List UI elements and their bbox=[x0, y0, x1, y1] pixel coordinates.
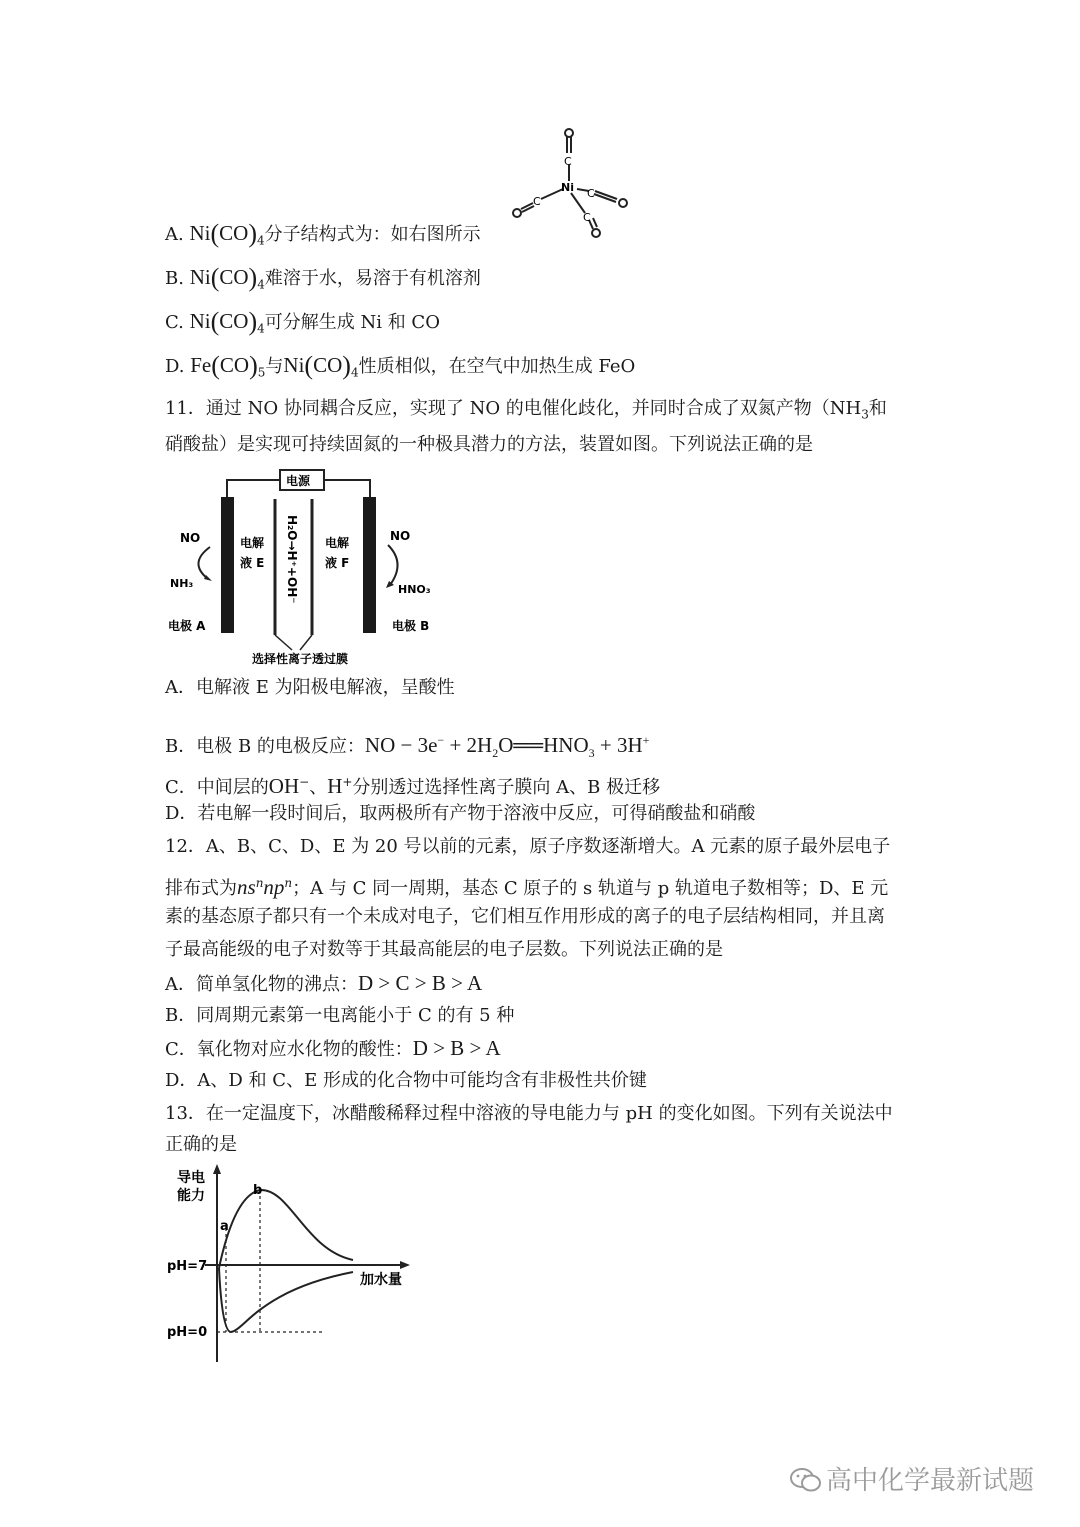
structure-ni: Ni bbox=[561, 181, 574, 194]
y-axis-label-2: 能力 bbox=[177, 1188, 205, 1204]
structure-c-bottom: C bbox=[583, 211, 591, 224]
ph7-label: pH=7 bbox=[167, 1259, 208, 1274]
conductivity-ph-graph bbox=[165, 1160, 425, 1365]
y-axis-label-1: 导电 bbox=[177, 1170, 205, 1186]
left-in-label: NO bbox=[180, 531, 201, 545]
electrolyte-f-line2: 液 F bbox=[325, 556, 350, 570]
q12-option-a: A．简单氢化物的沸点：D > C > B > A bbox=[165, 971, 483, 995]
q11-b-equation: NO − $3e^- + 2H_2O══HNO_3 + 3H^+$ bbox=[364, 733, 650, 761]
ni-co4-structure bbox=[505, 125, 640, 245]
watermark: 高中化学最新试题 bbox=[790, 1460, 1034, 1497]
q11-stem-line2: 硝酸盐）是实现可持续固氮的一种极具潜力的方法，装置如图。下列说法正确的是 bbox=[165, 434, 813, 455]
x-axis-label: 加水量 bbox=[360, 1272, 402, 1288]
conductivity-curve bbox=[219, 1190, 353, 1268]
ph-curve bbox=[219, 1268, 353, 1332]
left-out-label: NH₃ bbox=[170, 577, 194, 590]
q12-stem-line3: 素的基态原子都只有一个未成对电子，它们相互作用形成的离子的电子层结构相同，并且离 bbox=[165, 906, 885, 927]
electrolyte-e-line2: 液 E bbox=[240, 556, 265, 570]
q11-option-d: D．若电解一段时间后，取两极所有产物于溶液中反应，可得硝酸盐和硝酸 bbox=[165, 803, 756, 824]
q12-option-d: D．A、D 和 C、E 形成的化合物中可能均含有非极性共价键 bbox=[165, 1070, 647, 1091]
power-label: 电源 bbox=[286, 474, 311, 488]
electrode-a-label: 电极 A bbox=[168, 619, 206, 633]
ph0-label: pH=0 bbox=[167, 1325, 208, 1340]
q12-option-b: B．同周期元素第一电离能小于 C 的有 5 种 bbox=[165, 1005, 515, 1026]
structure-c-left: C bbox=[533, 195, 541, 208]
q11-option-a: A．电解液 E 为阳极电解液，呈酸性 bbox=[165, 677, 455, 698]
q13-stem-line1: 13．在一定温度下，冰醋酸稀释过程中溶液的导电能力与 pH 的变化如图。下列有关说法中 bbox=[165, 1103, 893, 1124]
electrode-b bbox=[363, 497, 376, 633]
q10-option-a: A. $Ni(CO)_4$分子结构式为：如右图所示 bbox=[165, 219, 481, 248]
point-a-label: a bbox=[220, 1219, 229, 1234]
structure-c-top: C bbox=[564, 155, 572, 168]
electrode-b-label: 电极 B bbox=[392, 619, 430, 633]
q10-option-d: D. $Fe(CO)_5$与$Ni(CO)_4$性质相似，在空气中加热生成 FeO bbox=[165, 351, 636, 380]
membrane-label: 选择性离子透过膜 bbox=[252, 652, 349, 666]
structure-c-right: C bbox=[587, 187, 595, 200]
electrolysis-device-figure bbox=[160, 465, 460, 670]
q11-stem-line1: 11．通过 NO 协同耦合反应，实现了 NO 的电催化歧化，并同时合成了双氮产物（$NH_3$和 bbox=[165, 398, 887, 422]
q10-option-c: C. $Ni(CO)_4$可分解生成 Ni 和 CO bbox=[165, 307, 440, 336]
point-b-label: b bbox=[253, 1183, 263, 1198]
q10-option-b: B. $Ni(CO)_4$难溶于水，易溶于有机溶剂 bbox=[165, 263, 481, 292]
middle-reaction: H₂O→H⁺+OH⁻ bbox=[285, 515, 299, 604]
q11-option-b: B．电极 B 的电极反应：NO − $3e^- + 2H_2O══HNO_3 + 3H^+$ bbox=[165, 733, 650, 761]
q13-stem-line2: 正确的是 bbox=[165, 1134, 237, 1155]
q12-stem-line1: 12．A、B、C、D、E 为 20 号以前的元素，原子序数逐渐增大。A 元素的原子最外层电子 bbox=[165, 836, 891, 857]
q12-option-c: C．氧化物对应水化物的酸性：D > B > A bbox=[165, 1036, 501, 1060]
q11-option-c: C．中间层的OH−、H+分别透过选择性离子膜向 A、B 极迁移 bbox=[165, 774, 661, 798]
electrode-a bbox=[221, 497, 234, 633]
right-out-label: HNO₃ bbox=[398, 583, 431, 596]
wechat-icon bbox=[790, 1467, 822, 1493]
q12-stem-line4: 子最高能级的电子对数等于其最高能层的电子层数。下列说法正确的是 bbox=[165, 939, 723, 960]
electrolyte-f-line1: 电解 bbox=[325, 536, 350, 550]
electrolyte-e-line1: 电解 bbox=[240, 536, 265, 550]
q12-stem-line2: 排布式为$ns^nnp^n$；A 与 C 同一周期，基态 C 原子的 s 轨道与 p 轨道电子数相等；D、E 元 bbox=[165, 875, 889, 899]
right-in-label: NO bbox=[390, 529, 411, 543]
